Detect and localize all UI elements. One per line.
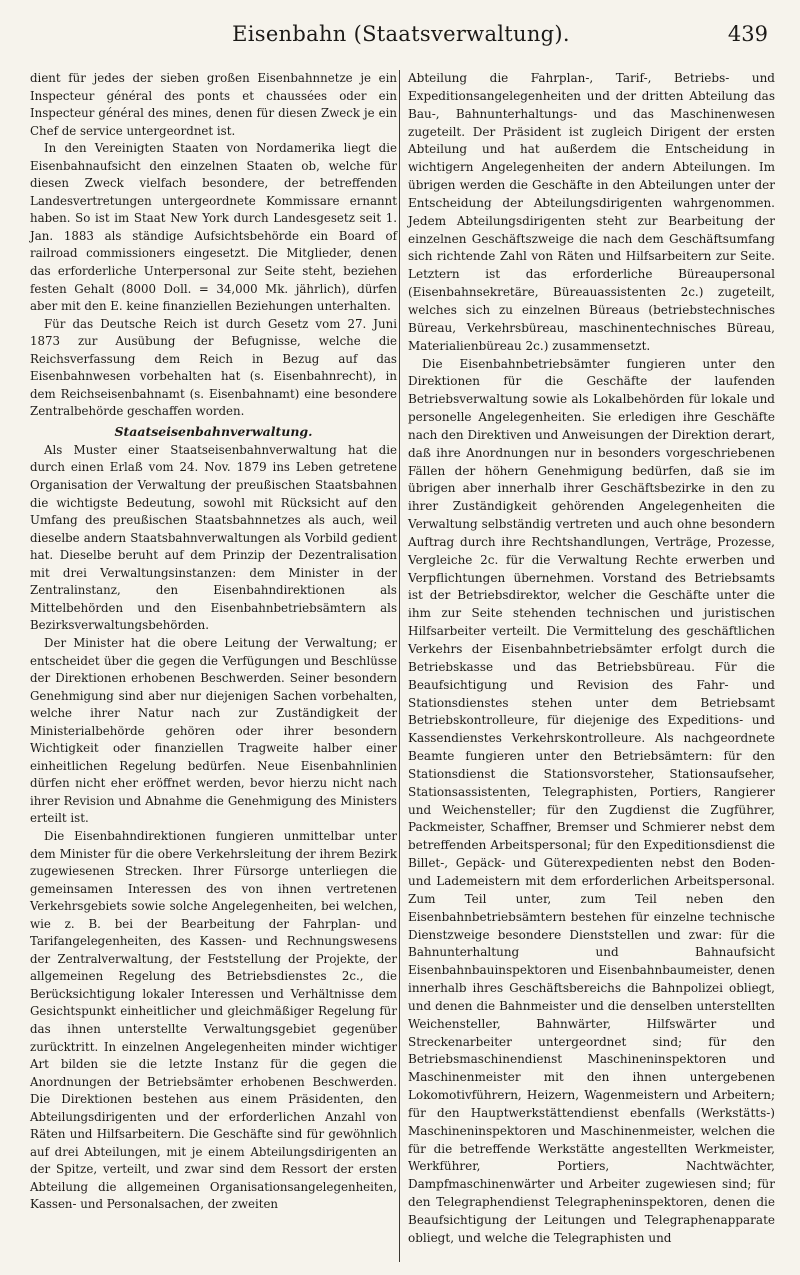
column-divider [399,70,400,1262]
paragraph: Der Minister hat die obere Leitung der Verwaltung; er entscheidet über die gegen die Verfügungen und Beschlüsse der Direktionen erhobenen Beschwerden. Seiner besondern Genehmigung sind aber nur diejenigen Sachen vorbehalten, welche ihrer Natur nach zur Zuständigkeit der Ministerialbehörde gehören oder ihrer besondern Wichtigkeit oder finanziellen Tragweite halber einer einheitlichen Regelung bedürfen. Neue Eisenbahnlinien dürfen nicht eher eröffnet werden, bevor hierzu nicht nach ihrer Revision und Abnahme die Genehmigung des Ministers erteilt ist. [30,635,397,826]
paragraph: In den Vereinigten Staaten von Nordamerika liegt die Eisenbahnaufsicht den einzelnen Staaten ob, welche für diesen Zweck vielfach besondere, der betreffenden Landesvertretungen untergeordnete Kommissare ernannt haben. So ist im Staat New York durch Landesgesetz seit 1. Jan. 1883 als ständige Aufsichtsbehörde ein Board of railroad commissioners eingesetzt. Die Mitglieder, denen das erforderliche Unterpersonal zur Seite steht, beziehen festen Gehalt (8000 Doll. = 34,000 Mk. jährlich), dürfen aber mit den E. keine finanziellen Beziehungen unterhalten. [30,141,397,314]
page-number: 439 [727,22,768,46]
paragraph: Die Eisenbahndirektionen fungieren unmittelbar unter dem Minister für die obere Verkehrsleitung der ihrem Bezirk zugewiesenen Strecken. Ihrer Fürsorge unterliegen die gemeinsamen Interessen des von ihnen vertretenen Verkehrsgebiets sowie solche Angelegenheiten, bei welchen, wie z. B. bei der Bearbeitung der Fahrplan- und Tarifangelegenheiten, des Kassen- und Rechnungswesens der Zentralverwaltung, der Feststellung der Projekte, der allgemeinen Regelung des Betriebsdienstes 2c., die Berücksichtigung lokaler Interessen und Verhältnisse dem Gesichtspunkt einheitlicher und gleichmäßiger Regelung für das ihnen unterstellte Verwaltungsgebiet gegenüber zurücktritt. In einzelnen Angelegenheiten minder wichtiger Art bilden sie die letzte Instanz für die gegen die Anordnungen der Betriebsämter erhobenen Beschwerden. Die Direktionen bestehen aus einem Präsidenten, den Abteilungsdirigenten und der erforderlichen Anzahl von Räten und Hilfsarbeitern. Die Geschäfte sind für gewöhnlich auf drei Abteilungen, mit je einem Abteilungsdirigenten an der Spitze, verteilt, und zwar sind dem Ressort der ersten Abteilung die allgemeinen Organisationsangelegenheiten, Kassen- und Personalsachen, der zweiten [30,828,397,1212]
paragraph: Für das Deutsche Reich ist durch Gesetz vom 27. Juni 1873 zur Ausübung der Befugnisse, welche die Reichsverfassung dem Reich in Bezug auf das Eisenbahnwesen vorbehalten hat (s. Eisenbahnrecht), in dem Reichseisenbahnamt (s. Eisenbahnamt) eine besondere Zentralbehörde geschaffen worden. [30,316,397,419]
page-header [30,14,772,58]
paragraph: Als Muster einer Staatseisenbahnverwaltung hat die durch einen Erlaß vom 24. Nov. 1879 ins Leben getretene Organisation der Verwaltung der preußischen Staatsbahnen die wichtigste Bedeutung, sowohl mit Rücksicht auf den Umfang des preußischen Staatsbahnnetzes als auch, weil dieselbe andern Staatsbahnverwaltungen als Vorbild gedient hat. Dieselbe beruht auf dem Prinzip der Dezentralisation mit drei Verwaltungsinstanzen: dem Minister in der Zentralinstanz, den Eisenbahndirektionen als Mittelbehörden und den Eisenbahnbetriebsämtern als Bezirksverwaltungsbehörden. [30,442,397,633]
paragraph: dient für jedes der sieben großen Eisenbahnnetze je ein Inspecteur général des ponts et chaussées oder ein Inspecteur général des mines, denen für diesen Zweck je ein Chef de service untergeordnet ist. [30,71,397,138]
right-column [408,70,775,1248]
paragraph: Abteilung die Fahrplan-, Tarif-, Betriebs- und Expeditionsangelegenheiten und der dritten Abteilung das Bau-, Bahnunterhaltungs- und das Maschinenwesen zugeteilt. Der Präsident ist zugleich Dirigent der ersten Abteilung und hat außerdem die Entscheidung in wichtigern Angelegenheiten der andern Abteilungen. Im übrigen werden die Geschäfte in den Abteilungen unter der Entscheidung der Abteilungsdirigenten wahrgenommen. Jedem Abteilungsdirigenten steht zur Bearbeitung der einzelnen Geschäftszweige die nach dem Geschäftsumfang sich richtende Zahl von Räten und Hilfsarbeitern zur Seite. Letztern ist das erforderliche Büreaupersonal (Eisenbahnsekretäre, Büreauassistenten 2c.) zugeteilt, welches sich zu einzelnen Büreaus (betriebstechnisches Büreau, Verkehrsbüreau, maschinentechnisches Büreau, Materialienbüreau 2c.) zusammensetzt. [408,71,775,353]
section-subheading: Staatseisenbahnverwaltung. [114,423,313,439]
paragraph: Die Eisenbahnbetriebsämter fungieren unter den Direktionen für die Geschäfte der laufenden Betriebsverwaltung sowie als Lokalbehörden für lokale und personelle Angelegenheiten. Sie erledigen ihre Geschäfte nach den Direktiven und Anweisungen der Direktion derart, daß ihre Anordnungen nur in besonders vorgeschriebenen Fällen der höhern Genehmigung bedürfen, daß sie im übrigen aber innerhalb ihrer Geschäftsbezirke in den zu ihrer Zuständigkeit gehörenden Angelegenheiten die Verwaltung selbständig vertreten und auch ohne besondern Auftrag durch ihre Rechtshandlungen, Verträge, Prozesse, Vergleiche 2c. für die Verwaltung Rechte erwerben und Verpflichtungen übernehmen. Vorstand des Betriebsamts ist der Betriebsdirektor, welcher die Geschäfte unter die ihm zur Seite stehenden technischen und juristischen Hilfsarbeiter verteilt. Die Vermittelung des geschäftlichen Verkehrs der Eisenbahnbetriebsämter erfolgt durch die Betriebskasse und das Betriebsbüreau. Für die Beaufsichtigung und Revision des Fahr- und Stationsdienstes stehen unter dem Betriebsamt Betriebskontrolleure, für diejenige des Expeditions- und Kassendienstes Verkehrskontrolleure. Als nachgeordnete Beamte fungieren unter den Betriebsämtern: für den Stationsdienst die Stationsvorsteher, Stationsaufseher, Stationsassistenten, Telegraphisten, Portiers, Rangierer und Weichensteller; für den Zugdienst die Zugführer, Packmeister, Schaffner, Bremser und Schmierer nebst dem betreffenden Arbeitspersonal; für den Expeditionsdienst die Billet-, Gepäck- und Güterexpedienten nebst den Boden- und Lademeistern mit dem erforderlichen Arbeitspersonal. Zum Teil unter, zum Teil neben den Eisenbahnbetriebsämtern bestehen für einzelne technische Dienstzweige besondere Dienststellen und zwar: für die Bahnunterhaltung und Bahnaufsicht Eisenbahnbauinspektoren und Eisenbahnbaumeister, denen innerhalb ihres Geschäftsbereichs die Bahnpolizei obliegt, und denen die Bahnmeister und die denselben unterstellten Weichensteller, Bahnwärter, Hilfswärter und Streckenarbeiter untergeordnet sind; für den Betriebsmaschinendienst Maschineninspektoren und Maschinenmeister mit den ihnen untergebenen Lokomotivführern, Heizern, Wagenmeistern und Arbeitern; für den Hauptwerkstättendienst ebenfalls (Werkstätts-) Maschineninspektoren und Maschinenmeister, welchen die für die betreffende Werkstätte angestellten Werkmeister, Werkführer, Portiers, Nachtwächter, Dampfmaschinenwärter und Arbeiter zugewiesen sind; für den Telegraphendienst Telegrapheninspektoren, denen die Beaufsichtigung der Leitungen und Telegraphenapparate obliegt, und welche die Telegraphisten und [408,356,776,1245]
left-column [30,70,397,1214]
running-title: Eisenbahn (Staatsverwaltung). [232,22,570,46]
